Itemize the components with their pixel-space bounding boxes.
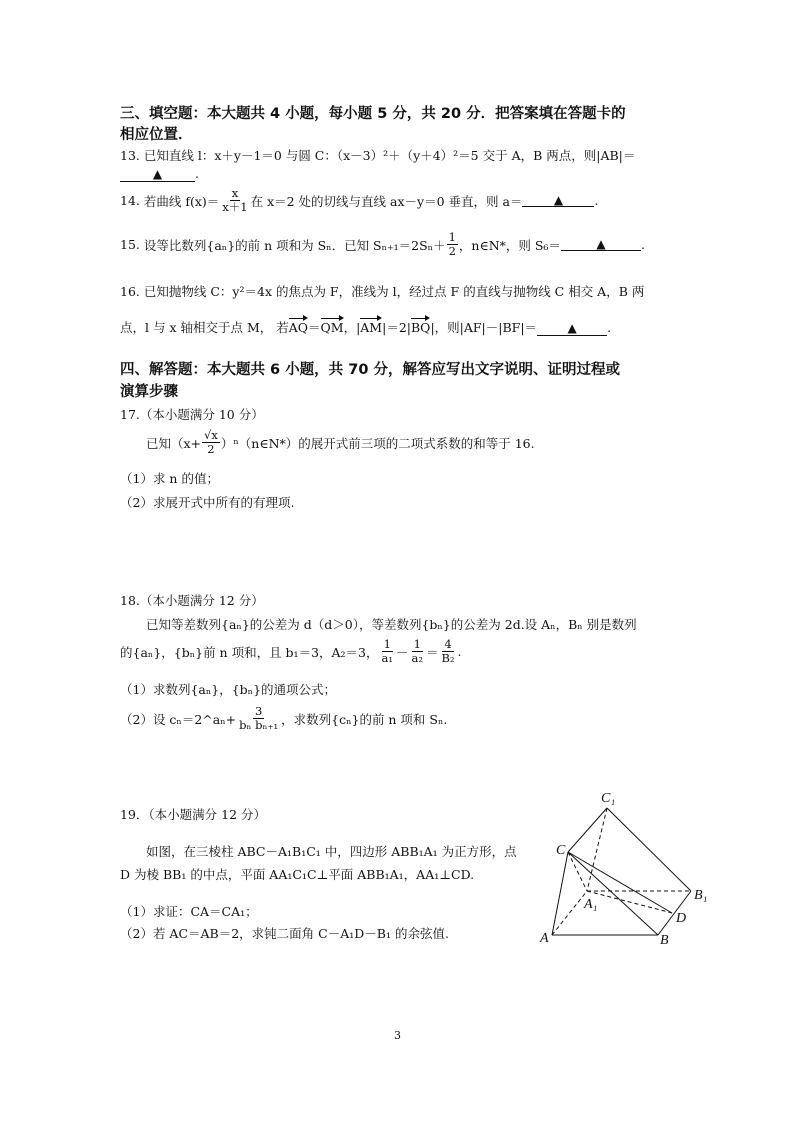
- answer-blank[interactable]: [537, 322, 607, 336]
- section4-title-line1: 四、解答题：本大题共 6 小题，共 70 分，解答应写出文字说明、证明过程或: [120, 362, 620, 378]
- fraction-denominator: a₂: [411, 651, 423, 666]
- q18-fraction-2: [410, 638, 425, 665]
- q17-statement: [146, 429, 535, 456]
- question-16-line2: [120, 318, 611, 336]
- fraction-numerator: 4: [444, 637, 452, 651]
- fraction-numerator: 1: [383, 637, 391, 651]
- fraction-numerator: 1: [413, 637, 421, 651]
- fraction-denominator: 2: [207, 442, 215, 457]
- fraction-denominator: a₁: [381, 651, 393, 666]
- equals-sign: ＝: [308, 320, 321, 335]
- q16-number: 16.: [120, 284, 140, 299]
- fraction-denominator: x＋1: [222, 200, 248, 215]
- answer-blank[interactable]: [120, 168, 195, 182]
- label-c: C: [556, 843, 566, 858]
- fraction-numerator: 1: [448, 230, 456, 244]
- question-15: [120, 231, 645, 258]
- q17-text-pre: 已知（x+: [146, 435, 202, 451]
- q18-heading: 18.（本小题满分 12 分）: [120, 593, 264, 608]
- q18-part1: （1）求数列{aₙ}，{bₙ}的通项公式；: [120, 682, 337, 697]
- q19-line1: 如图，在三棱柱 ABC－A₁B₁C₁ 中，四边形 ABB₁A₁ 为正方形，点: [146, 844, 517, 859]
- q18-fraction-1: [380, 638, 395, 665]
- q14-text-post: 在 x＝2 处的切线与直线 ax－y＝0 垂直，则 a＝: [250, 193, 523, 209]
- q18-part2-text-a: （2）设 cₙ＝2^aₙ+: [120, 711, 237, 727]
- fraction-denominator: bₙ bₙ₊₁: [239, 718, 279, 733]
- q17-heading: 17.（本小题满分 10 分）: [120, 407, 264, 422]
- page-number: 3: [394, 1029, 401, 1042]
- fraction-denominator: B₂: [441, 651, 455, 666]
- fraction-denominator: 2: [448, 244, 456, 259]
- vector-qm: QM: [320, 320, 344, 335]
- triangle-marker: ▲: [596, 236, 606, 251]
- edge-c1-b1: [607, 808, 691, 891]
- edge-c-a: [552, 852, 568, 935]
- q16-text-d: |，则|AF|－|BF|＝: [430, 320, 538, 335]
- q13-text: 已知直线 l：x＋y－1＝0 与圆 C：（x－3）²＋（y＋4）²＝5 交于 A，B 两点，则|AB|＝: [143, 148, 636, 163]
- q14-end: .: [594, 193, 599, 209]
- vector-bq: BQ: [411, 320, 431, 335]
- q18-line1: 已知等差数列{aₙ}的公差为 d（d＞0），等差数列{bₙ}的公差为 2d.设 Aₙ，Bₙ 别是数列: [146, 617, 637, 632]
- q17-text-post: ）ⁿ（n∈N*）的展开式前三项的二项式系数的和等于 16.: [220, 435, 535, 451]
- q13-number: 13.: [120, 148, 140, 163]
- edge-c-b: [568, 852, 658, 935]
- q18-text-a: 的{aₙ}，{bₙ}前 n 项和，且 b₁＝3，A₂＝3，: [120, 644, 379, 660]
- q14-text-pre: 若曲线 f(x)＝: [143, 193, 220, 209]
- question-13: [120, 146, 635, 164]
- q16-text-a: 点，l 与 x 轴相交于点 M， 若: [120, 320, 289, 335]
- minus-sign: －: [395, 644, 409, 660]
- vector-am: AM: [360, 320, 383, 335]
- label-c1: C₁: [601, 791, 616, 806]
- vector-aq: AQ: [288, 320, 308, 335]
- q14-fraction: [220, 187, 249, 214]
- q15-text-pre: 设等比数列{aₙ}的前 n 项和为 Sₙ．已知 Sₙ₊₁＝2Sₙ＋: [143, 237, 446, 253]
- label-a: A: [540, 931, 549, 946]
- q15-end: .: [640, 237, 645, 253]
- q18-part2-text-b: ，求数列{cₙ}的前 n 项和 Sₙ.: [281, 711, 448, 727]
- triangle-marker: ▲: [553, 192, 564, 207]
- q13-end: .: [195, 166, 199, 181]
- question-14: [120, 187, 598, 214]
- q15-fraction: [447, 231, 458, 258]
- q17-fraction: [202, 429, 220, 456]
- q18-fraction-3: [439, 638, 456, 665]
- q14-number: 14.: [120, 193, 140, 209]
- q15-number: 15.: [120, 237, 140, 253]
- label-b: B: [660, 933, 669, 948]
- q19-heading: 19．（本小题满分 12 分）: [120, 807, 267, 822]
- edge-a1-d: [587, 891, 672, 913]
- q16-text-c: |＝2|: [382, 320, 411, 335]
- label-d: D: [676, 911, 687, 926]
- edge-a-a1: [552, 891, 587, 935]
- q18-line2: [120, 638, 462, 665]
- q19-part2: （2）若 AC＝AB＝2，求钝二面角 C－A₁D－B₁ 的余弦值.: [120, 926, 449, 941]
- q16-text-b: ，|: [343, 320, 361, 335]
- q16-text-line1: 已知抛物线 C：y²＝4x 的焦点为 F，准线为 l，经过点 F 的直线与抛物线 C 相交 A，B 两: [143, 284, 645, 299]
- fraction-numerator: 3: [254, 704, 263, 718]
- q17-part1: （1）求 n 的值；: [120, 471, 219, 486]
- prism-figure: [530, 785, 720, 950]
- q19-part1: （1）求证：CA＝CA₁；: [120, 904, 258, 919]
- triangle-marker: ▲: [567, 321, 577, 335]
- q18-end: .: [457, 644, 462, 660]
- fraction-numerator: x: [231, 186, 239, 200]
- q17-part2: （2）求展开式中所有的有理项.: [120, 495, 295, 510]
- label-a1: A₁: [584, 897, 598, 912]
- section3-title-line1: 三、填空题：本大题共 4 小题，每小题 5 分，共 20 分．把答案填在答题卡的: [120, 106, 626, 122]
- q16-end: .: [607, 320, 612, 335]
- q18-part2: [120, 705, 447, 732]
- equals-sign: ＝: [425, 644, 439, 660]
- q15-text-post: ，n∈N*，则 S₆＝: [458, 237, 561, 253]
- q19-line2: D 为棱 BB₁ 的中点，平面 AA₁C₁C⊥平面 ABB₁A₁，AA₁⊥CD.: [120, 867, 475, 882]
- answer-blank[interactable]: [522, 194, 594, 208]
- label-b1: B₁: [694, 888, 708, 903]
- question-16-line1: [120, 282, 644, 300]
- triangle-marker: ▲: [152, 167, 163, 181]
- q13-answer-line: [120, 166, 199, 182]
- section3-title-line2: 相应位置．: [120, 127, 193, 143]
- edge-c1-c: [568, 808, 607, 852]
- q18-fraction-4: [237, 705, 280, 732]
- section4-title-line2: 演算步骤: [120, 384, 178, 400]
- fraction-numerator: √x: [204, 428, 218, 442]
- answer-blank[interactable]: [561, 238, 641, 252]
